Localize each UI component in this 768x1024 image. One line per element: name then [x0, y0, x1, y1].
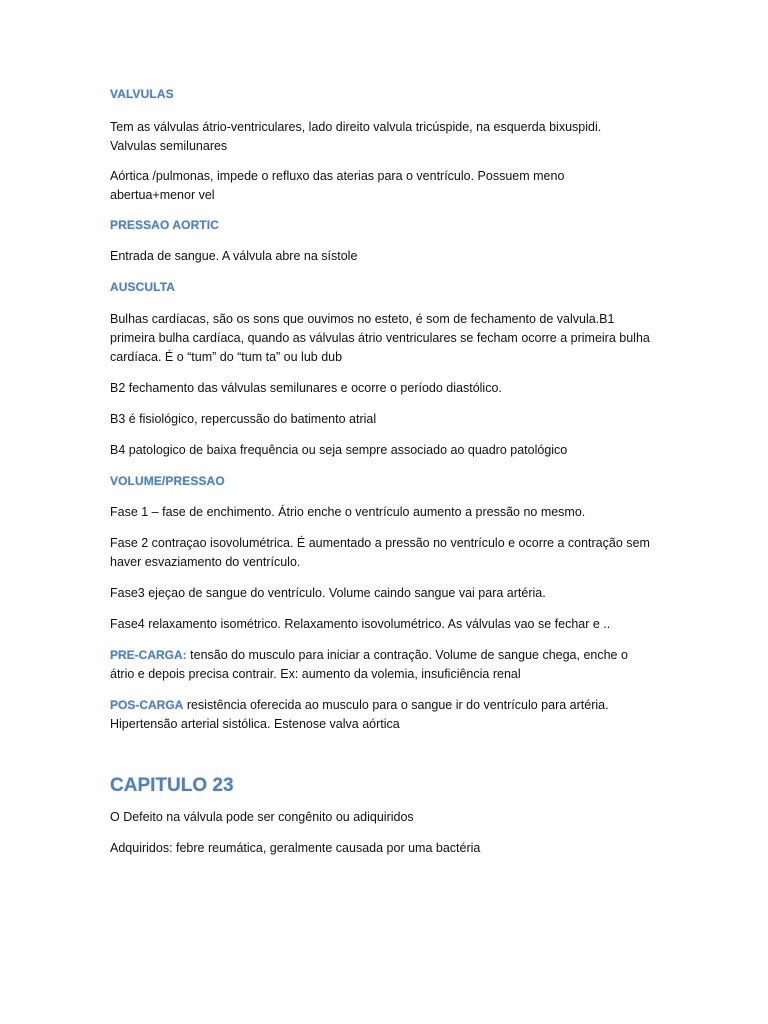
paragraph-capitulo-2: Adquiridos: febre reumática, geralmente causada por uma bactéria — [110, 841, 481, 855]
heading-ausculta: AUSCULTA — [110, 280, 176, 294]
heading-pressao-aortic: PRESSAO AORTIC — [110, 218, 219, 232]
pos-carga-text: resistência oferecida ao musculo para o sangue ir do ventrículo para artéria. Hipertensão arterial sistólica. Estenose valva aórtica — [110, 698, 609, 731]
paragraph-ausculta-b2: B2 fechamento das válvulas semilunares e ocorre o período diastólico. — [110, 381, 502, 395]
pos-carga-label: POS-CARGA — [110, 698, 184, 712]
heading-capitulo-23: CAPITULO 23 — [110, 775, 234, 796]
paragraph-pos-carga — [110, 696, 650, 734]
paragraph-fase-2: Fase 2 contraçao isovolumétrica. É aumentado a pressão no ventrículo e ocorre a contração sem haver esvaziamento do ventrículo. — [110, 536, 650, 569]
paragraph-pressao-1: Entrada de sangue. A válvula abre na sístole — [110, 249, 358, 263]
paragraph-ausculta-b3: B3 é fisiológico, repercussão do batimento atrial — [110, 412, 377, 426]
paragraph-fase-3: Fase3 ejeçao de sangue do ventrículo. Volume caindo sangue vai para artéria. — [110, 586, 546, 600]
paragraph-capitulo-1: O Defeito na válvula pode ser congênito ou adiquiridos — [110, 810, 414, 824]
heading-valvulas: VALVULAS — [110, 87, 174, 101]
paragraph-fase-1: Fase 1 – fase de enchimento. Átrio enche o ventrículo aumento a pressão no mesmo. — [110, 505, 586, 519]
paragraph-valvulas-2: Aórtica /pulmonas, impede o refluxo das aterias para o ventrículo. Possuem meno abertua+menor vel — [110, 169, 565, 202]
paragraph-fase-4: Fase4 relaxamento isométrico. Relaxamento isovolumétrico. As válvulas vao se fechar e .. — [110, 617, 611, 631]
pre-carga-text: tensão do musculo para iniciar a contração. Volume de sangue chega, enche o átrio e depois precisa contrair. Ex: aumento da volemia, insuficiência renal — [110, 648, 628, 681]
paragraph-ausculta-1: Bulhas cardíacas, são os sons que ouvimos no esteto, é som de fechamento de valvula.B1 primeira bulha cardíaca, quando as válvulas átrio ventriculares se fecham ocorre a primeira bulha cardíaca. É o “tum” do “tum ta” ou lub dub — [110, 312, 650, 364]
paragraph-pre-carga — [110, 646, 650, 684]
paragraph-valvulas-1: Tem as válvulas átrio-ventriculares, lado direito valvula tricúspide, na esquerda bixuspidi. Valvulas semilunares — [110, 120, 602, 153]
paragraph-ausculta-b4: B4 patologico de baixa frequência ou seja sempre associado ao quadro patológico — [110, 443, 568, 457]
heading-volume-pressao: VOLUME/PRESSAO — [110, 474, 225, 488]
pre-carga-label: PRE-CARGA: — [110, 648, 187, 662]
document-content — [110, 86, 650, 858]
